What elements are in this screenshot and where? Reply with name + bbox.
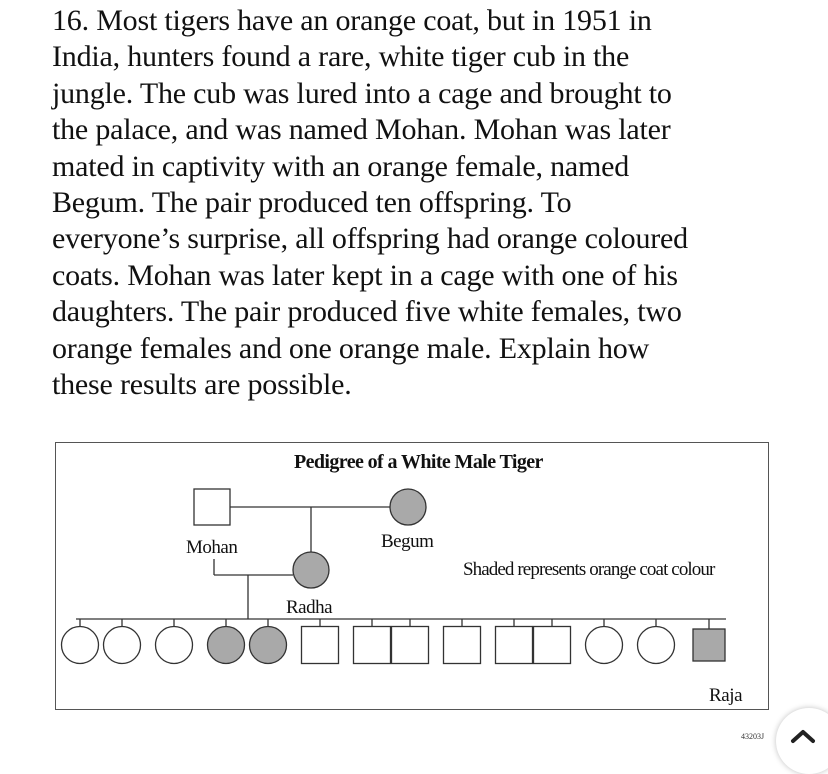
begum-female-symbol xyxy=(390,489,426,525)
label-begum: Begum xyxy=(381,531,434,552)
question-line: 16. Most tigers have an orange coat, but in 1951 in xyxy=(52,4,652,37)
offspring-1-female-symbol xyxy=(62,627,99,664)
question-line: everyone’s surprise, all offspring had orange coloured xyxy=(52,222,688,256)
legend-text: Shaded represents orange coat colour xyxy=(463,559,715,580)
offspring-2-female-symbol xyxy=(104,627,141,664)
mohan-male-symbol xyxy=(194,489,230,525)
question-line: orange females and one orange male. Explain how xyxy=(52,331,650,365)
label-radha: Radha xyxy=(286,597,333,618)
offspring-14-male-symbol xyxy=(693,629,725,661)
chevron-up-icon xyxy=(790,728,816,744)
offspring-13-female-symbol xyxy=(638,627,675,664)
pedigree-figure xyxy=(55,442,769,710)
offspring-12-female-symbol xyxy=(586,627,623,664)
question-line: jungle. The cub was lured into a cage and brought to xyxy=(52,76,672,110)
question-line: Begum. The pair produced ten offspring. To xyxy=(52,186,572,220)
offspring-5-female-symbol xyxy=(250,627,287,664)
question-line: mated in captivity with an orange female, named xyxy=(52,149,630,183)
radha-female-symbol xyxy=(293,552,329,588)
question-line: coats. Mohan was later kept in a cage with one of his xyxy=(52,258,678,292)
scroll-up-button[interactable] xyxy=(776,708,828,774)
offspring-10-male-symbol xyxy=(496,627,533,664)
question-line: the palace, and was named Mohan. Mohan was later xyxy=(52,113,671,147)
question-line: these results are possible. xyxy=(52,368,352,402)
question-text xyxy=(52,3,772,403)
offspring-11-male-symbol xyxy=(534,627,571,664)
offspring-6-male-symbol xyxy=(302,627,339,664)
figure-code: 43203J xyxy=(741,732,765,741)
label-mohan: Mohan xyxy=(186,537,238,558)
question-line: daughters. The pair produced five white females, two xyxy=(52,295,682,329)
label-raja: Raja xyxy=(709,685,743,706)
offspring-4-female-symbol xyxy=(208,627,245,664)
offspring-7-male-symbol xyxy=(354,627,391,664)
question-line: India, hunters found a rare, white tiger cub in the xyxy=(52,40,630,74)
pedigree-title: Pedigree of a White Male Tiger xyxy=(294,451,543,473)
offspring-3-female-symbol xyxy=(156,627,193,664)
offspring-9-male-symbol xyxy=(444,627,481,664)
offspring-8-male-symbol xyxy=(392,627,429,664)
